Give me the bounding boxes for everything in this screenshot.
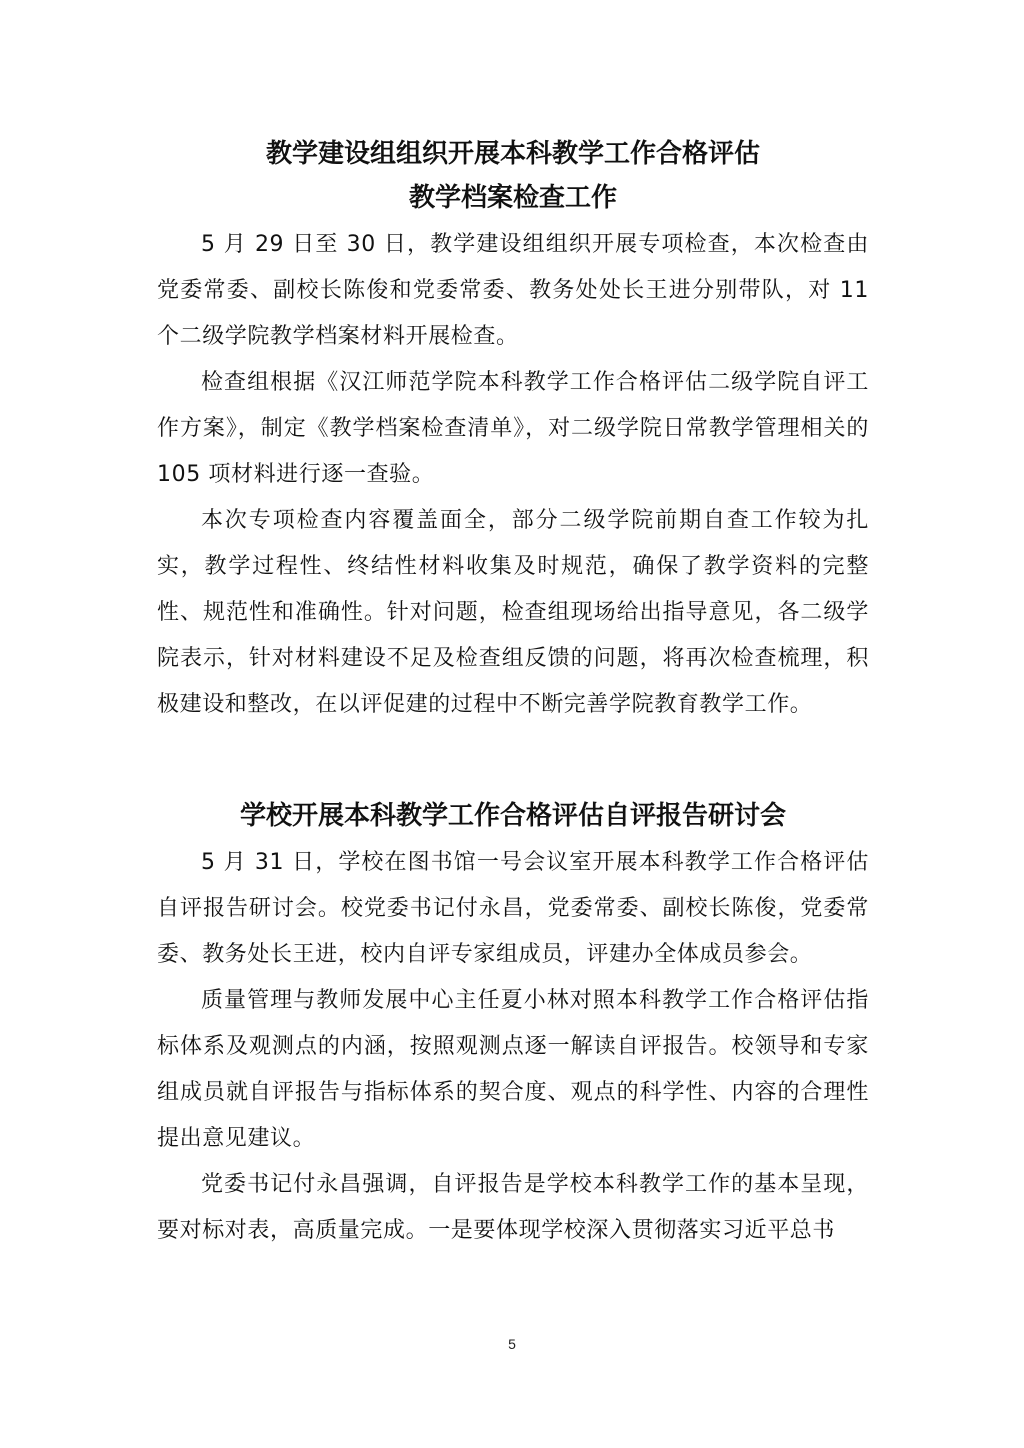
section1-paragraph-1: 5 月 29 日至 30 日，教学建设组组织开展专项检查，本次检查由党委常委、副校长陈俊和党委常委、教务处处长王进分别带队，对 11 个二级学院教学档案材料开展检查。 (157, 232, 869, 349)
section2-paragraph-3: 党委书记付永昌强调，自评报告是学校本科教学工作的基本呈现，要对标对表，高质量完成。一是要体现学校深入贯彻落实习近平总书 (157, 1172, 869, 1243)
section2-title: 学校开展本科教学工作合格评估自评报告研讨会 (239, 801, 786, 831)
section1-title-line1: 教学建设组组织开展本科教学工作合格评估 (265, 139, 760, 169)
page-number: 5 (508, 1336, 516, 1352)
section1-paragraph-3: 本次专项检查内容覆盖面全，部分二级学院前期自查工作较为扎实，教学过程性、终结性材料收集及时规范，确保了教学资料的完整性、规范性和准确性。针对问题，检查组现场给出指导意见，各二级学院表示，针对材料建设不足及检查组反馈的问题，将再次检查梳理，积极建设和整改，在以评促建的过程中不断完善学院教育教学工作。 (157, 508, 869, 717)
document-body (157, 132, 869, 1254)
section2-paragraph-1: 5 月 31 日，学校在图书馆一号会议室开展本科教学工作合格评估自评报告研讨会。校党委书记付永昌，党委常委、副校长陈俊，党委常委、教务处长王进，校内自评专家组成员，评建办全体成员参会。 (157, 850, 869, 967)
section1-paragraph-2: 检查组根据《汉江师范学院本科教学工作合格评估二级学院自评工作方案》，制定《教学档案检查清单》，对二级学院日常教学管理相关的 105 项材料进行逐一查验。 (157, 370, 869, 487)
section2-paragraph-2: 质量管理与教师发展中心主任夏小林对照本科教学工作合格评估指标体系及观测点的内涵，按照观测点逐一解读自评报告。校领导和专家组成员就自评报告与指标体系的契合度、观点的科学性、内容的合理性提出意见建议。 (157, 988, 869, 1151)
section1-title-line2: 教学档案检查工作 (408, 183, 617, 213)
